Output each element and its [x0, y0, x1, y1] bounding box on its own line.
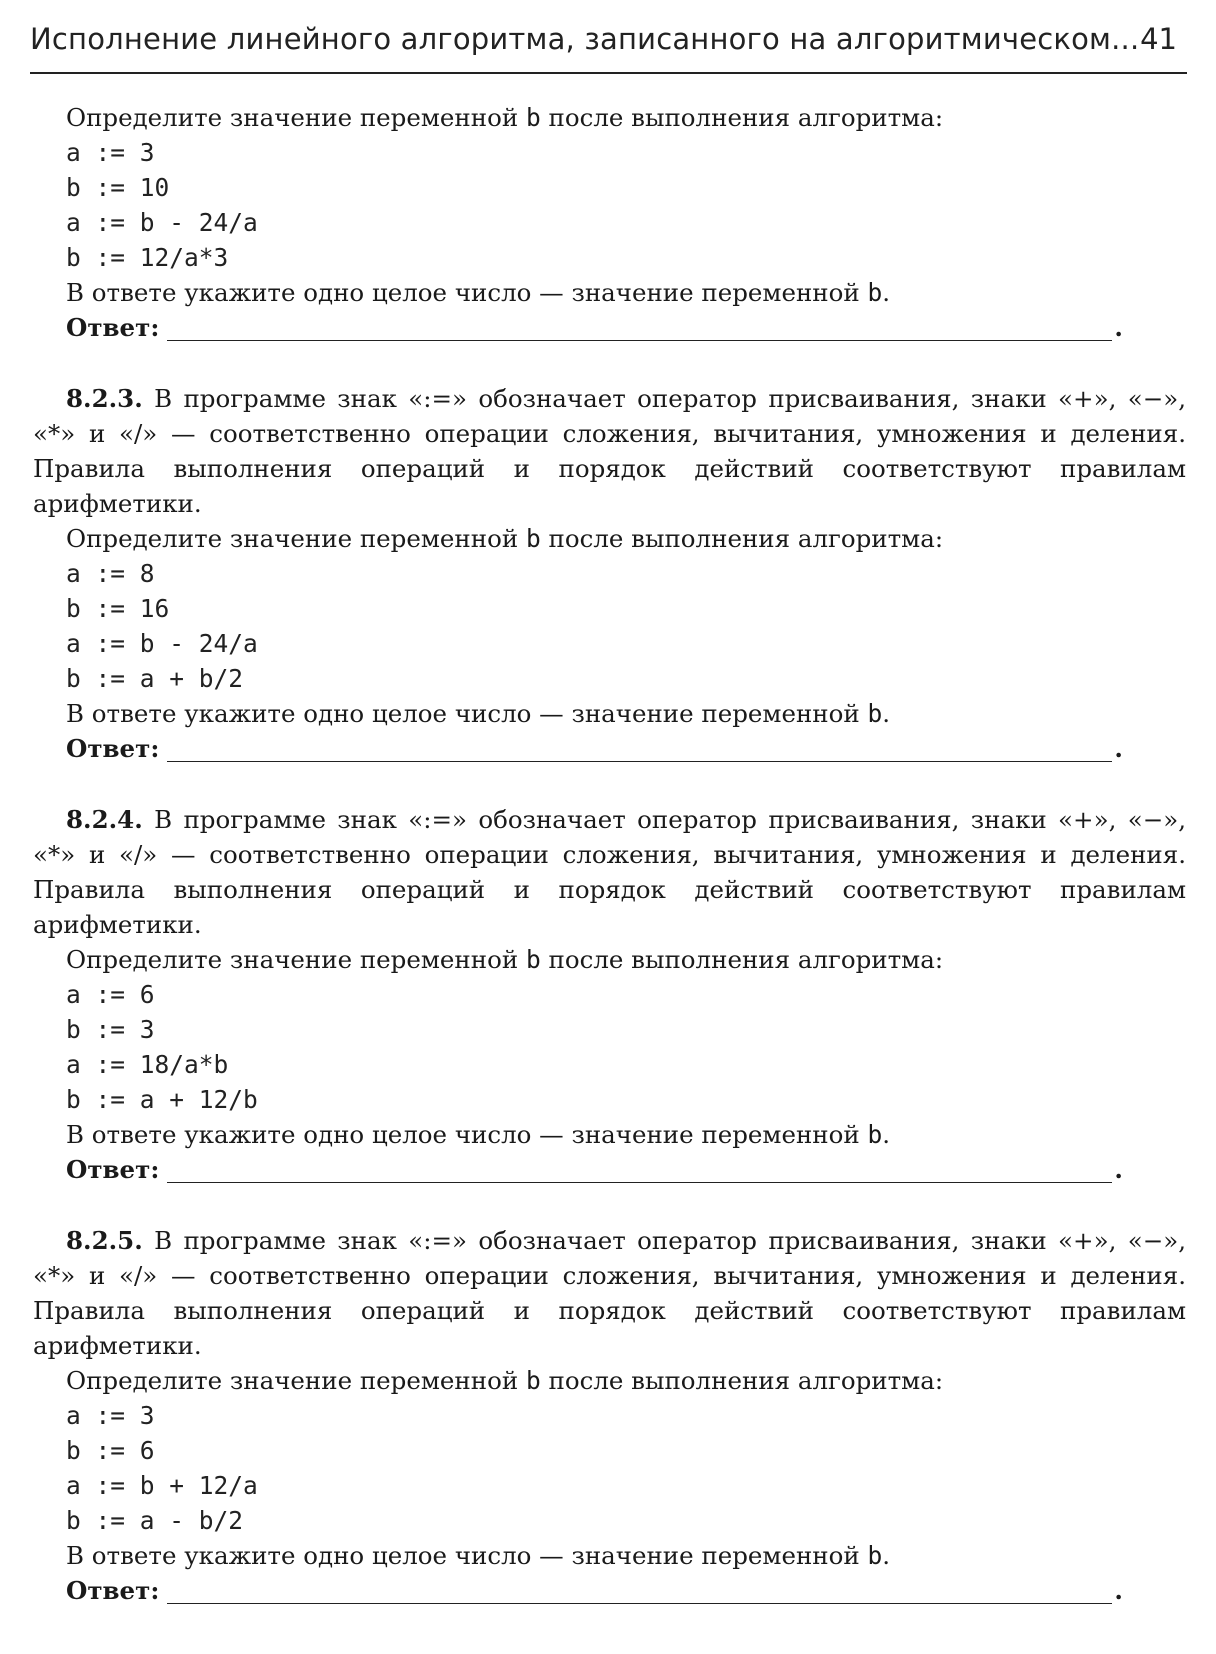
algorithm-code — [33, 556, 1186, 696]
task-number: 8.2.4. — [66, 805, 143, 834]
answer-hint — [33, 275, 1186, 310]
answer-row — [33, 1152, 1186, 1187]
answer-label: Ответ: — [66, 734, 160, 763]
task-number: 8.2.3. — [66, 384, 143, 413]
code-line: a := 3 — [66, 1401, 155, 1430]
page-header — [30, 20, 1187, 74]
prompt-text: Определите значение переменной — [66, 524, 519, 553]
code-line: b := 10 — [66, 173, 170, 202]
task-8-2-2-continuation — [33, 100, 1186, 345]
code-line: b := 12/a*3 — [66, 243, 229, 272]
answer-hint-text: В ответе укажите одно целое число — значение переменной — [66, 1120, 860, 1149]
page-number: 41 — [1140, 22, 1177, 56]
answer-label: Ответ: — [66, 1155, 160, 1184]
answer-hint-end: . — [882, 1541, 891, 1570]
algorithm-code — [33, 1398, 1186, 1538]
task-8-2-4 — [33, 802, 1186, 1187]
code-line: b := a + b/2 — [66, 664, 244, 693]
page-content — [33, 100, 1186, 1608]
answer-hint-end: . — [882, 278, 891, 307]
code-line: b := a + 12/b — [66, 1085, 258, 1114]
prompt-variable: b — [525, 1366, 541, 1395]
answer-field[interactable] — [167, 737, 1112, 762]
answer-hint-variable: b — [867, 699, 883, 728]
answer-hint-text: В ответе укажите одно целое число — значение переменной — [66, 1541, 860, 1570]
answer-hint-text: В ответе укажите одно целое число — значение переменной — [66, 278, 860, 307]
task-prompt — [33, 521, 1186, 556]
code-line: a := 3 — [66, 138, 155, 167]
code-line: b := 16 — [66, 594, 170, 623]
code-line: b := a - b/2 — [66, 1506, 244, 1535]
answer-hint-variable: b — [867, 278, 883, 307]
algorithm-code — [33, 135, 1186, 275]
algorithm-code — [33, 977, 1186, 1117]
task-statement-text: В программе знак «:=» обозначает оператор присваивания, знаки «+», «−», «*» и «/» — соответственно операции сложения, вычитания, умножения и деления. Правила выполнения операций и порядок действий соответствуют правилам арифметики. — [33, 1226, 1187, 1360]
code-line: b := 6 — [66, 1436, 155, 1465]
answer-end-dot: . — [1114, 1576, 1123, 1605]
answer-field[interactable] — [167, 1579, 1112, 1604]
prompt-variable: b — [525, 945, 541, 974]
task-number: 8.2.5. — [66, 1226, 143, 1255]
code-line: a := 18/a*b — [66, 1050, 229, 1079]
code-line: a := b + 12/a — [66, 1471, 258, 1500]
prompt-variable: b — [525, 524, 541, 553]
answer-end-dot: . — [1114, 734, 1123, 763]
code-line: a := b - 24/a — [66, 629, 258, 658]
task-statement-text: В программе знак «:=» обозначает оператор присваивания, знаки «+», «−», «*» и «/» — соответственно операции сложения, вычитания, умножения и деления. Правила выполнения операций и порядок действий соответствуют правилам арифметики. — [33, 805, 1187, 939]
answer-hint-variable: b — [867, 1120, 883, 1149]
task-8-2-5 — [33, 1223, 1186, 1608]
task-prompt — [33, 942, 1186, 977]
answer-label: Ответ: — [66, 1576, 160, 1605]
prompt-text: Определите значение переменной — [66, 1366, 519, 1395]
prompt-text: Определите значение переменной — [66, 945, 519, 974]
answer-end-dot: . — [1114, 313, 1123, 342]
answer-hint — [33, 696, 1186, 731]
answer-row — [33, 1573, 1186, 1608]
answer-row — [33, 310, 1186, 345]
prompt-variable: b — [525, 103, 541, 132]
task-prompt — [33, 1363, 1186, 1398]
prompt-text: Определите значение переменной — [66, 103, 519, 132]
running-header-title: Исполнение линейного алгоритма, записанного на алгоритмическом... — [30, 22, 1140, 56]
prompt-tail: после выполнения алгоритма: — [548, 524, 944, 553]
answer-end-dot: . — [1114, 1155, 1123, 1184]
prompt-tail: после выполнения алгоритма: — [548, 1366, 944, 1395]
prompt-tail: после выполнения алгоритма: — [548, 945, 944, 974]
code-line: a := 6 — [66, 980, 155, 1009]
task-statement — [33, 381, 1186, 521]
answer-hint — [33, 1117, 1186, 1152]
task-prompt — [33, 100, 1186, 135]
answer-hint-variable: b — [867, 1541, 883, 1570]
answer-hint-end: . — [882, 1120, 891, 1149]
answer-row — [33, 731, 1186, 766]
code-line: a := b - 24/a — [66, 208, 258, 237]
task-8-2-3 — [33, 381, 1186, 766]
answer-label: Ответ: — [66, 313, 160, 342]
code-line: a := 8 — [66, 559, 155, 588]
code-line: b := 3 — [66, 1015, 155, 1044]
prompt-tail: после выполнения алгоритма: — [548, 103, 944, 132]
answer-hint-text: В ответе укажите одно целое число — значение переменной — [66, 699, 860, 728]
answer-hint-end: . — [882, 699, 891, 728]
task-statement — [33, 1223, 1186, 1363]
answer-field[interactable] — [167, 1158, 1112, 1183]
task-statement-text: В программе знак «:=» обозначает оператор присваивания, знаки «+», «−», «*» и «/» — соответственно операции сложения, вычитания, умножения и деления. Правила выполнения операций и порядок действий соответствуют правилам арифметики. — [33, 384, 1187, 518]
answer-field[interactable] — [167, 316, 1112, 341]
task-statement — [33, 802, 1186, 942]
answer-hint — [33, 1538, 1186, 1573]
